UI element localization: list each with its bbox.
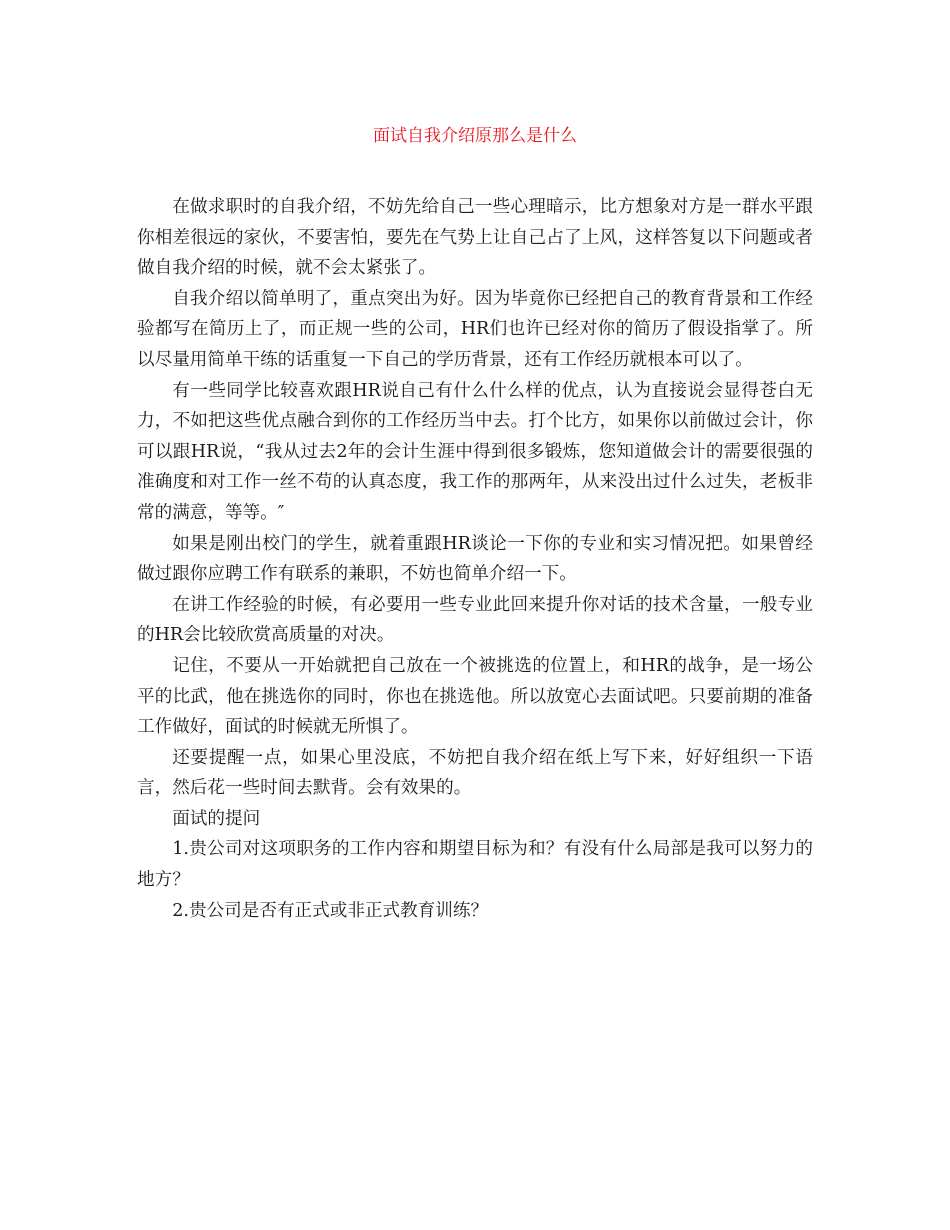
paragraph-2: 自我介绍以简单明了，重点突出为好。因为毕竟你已经把自己的教育背景和工作经验都写在简历上了，而正规一些的公司，HR们也许已经对你的简历了假设指掌了。所以尽量用简单干练的话重复一下自己的学历背景，还有工作经历就根本可以了。 bbox=[137, 288, 813, 370]
paragraph-5: 在讲工作经验的时候，有必要用一些专业此回来提升你对话的技术含量，一般专业的HR会比较欣赏高质量的对决。 bbox=[137, 594, 813, 646]
document-body bbox=[137, 192, 813, 926]
paragraph-6: 记住，不要从一开始就把自己放在一个被挑选的位置上，和HR的战争，是一场公平的比武，他在挑选你的同时，你也在挑选他。所以放宽心去面试吧。只要前期的准备工作做好，面试的时候就无所惧了。 bbox=[137, 655, 813, 738]
paragraph-1: 在做求职时的自我介绍，不妨先给自己一些心理暗示，比方想象对方是一群水平跟你相差很远的家伙，不要害怕，要先在气势上让自己占了上风，这样答复以下问题或者做自我介绍的时候，就不会太紧张了。 bbox=[137, 197, 813, 279]
paragraph-7: 还要提醒一点，如果心里没底，不妨把自我介绍在纸上写下来，好好组织一下语言，然后花一些时间去默背。会有效果的。 bbox=[137, 747, 813, 799]
paragraph-3: 有一些同学比较喜欢跟HR说自己有什么什么样的优点，认为直接说会显得苍白无力，不如把这些优点融合到你的工作经历当中去。打个比方，如果你以前做过会计，你可以跟HR说，“我从过去2年的会计生涯中得到很多锻炼，您知道做会计的需要很强的准确度和对工作一丝不苟的认真态度，我工作的那两年，从来没出过什么过失，老板非常的满意，等等。″ bbox=[137, 380, 813, 523]
question-item-1: 1.贵公司对这项职务的工作内容和期望目标为和？有没有什么局部是我可以努力的地方？ bbox=[137, 839, 813, 891]
section-heading-questions: 面试的提问 bbox=[172, 808, 261, 829]
paragraph-4: 如果是刚出校门的学生，就着重跟HR谈论一下你的专业和实习情况把。如果曾经做过跟你应聘工作有联系的兼职，不妨也简单介绍一下。 bbox=[137, 533, 813, 585]
question-item-2: 2.贵公司是否有正式或非正式教育训练？ bbox=[172, 900, 489, 921]
document-title: 面试自我介绍原那么是什么 bbox=[373, 126, 577, 146]
